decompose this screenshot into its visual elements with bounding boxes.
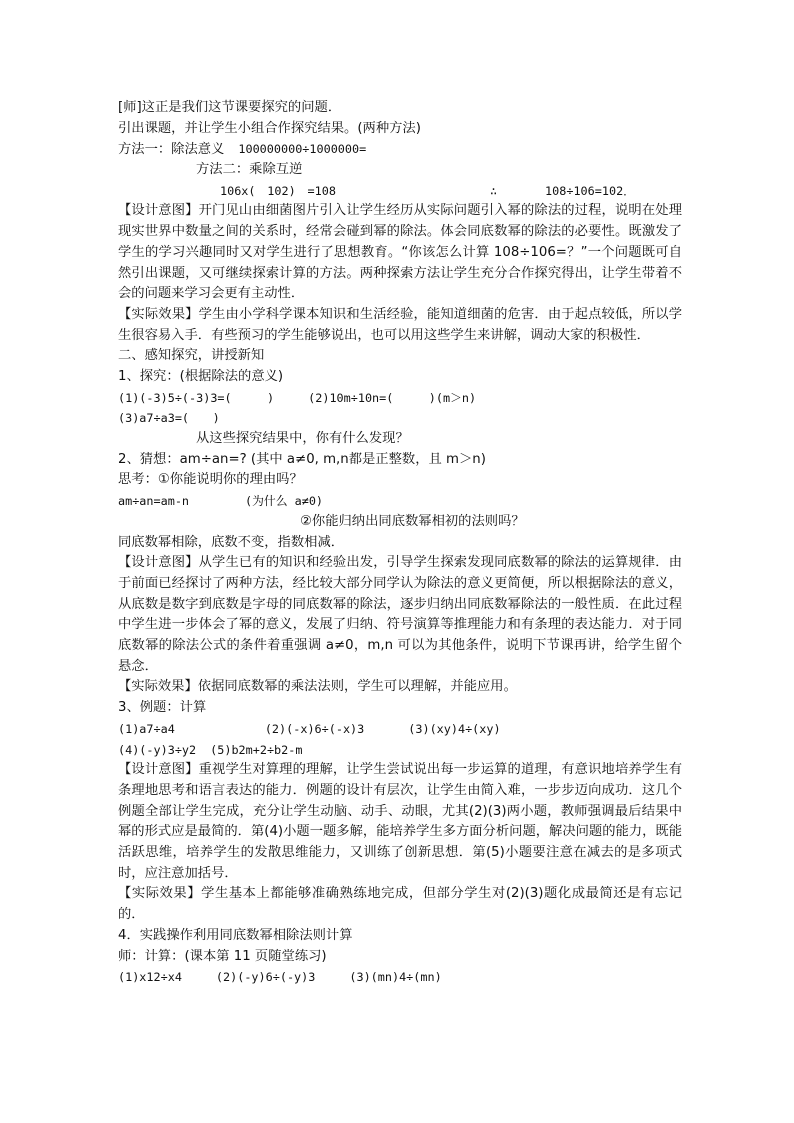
formula: (为什么 a≠0): [245, 494, 324, 509]
formula: (1)x12÷x4: [118, 970, 182, 985]
text-line: 1、探究：(根据除法的意义): [118, 369, 284, 385]
example-line: [118, 740, 682, 761]
therefore-symbol: ∴: [489, 183, 498, 198]
practice-line: [118, 967, 682, 988]
exercise-line: [118, 388, 682, 409]
formula: 100000000÷1000000=: [238, 142, 367, 157]
text-line: 引出课题，并让学生小组合作探究结果。(两种方法): [118, 120, 421, 136]
formula: (5)b2m+2÷b2-m: [210, 742, 303, 757]
section-heading: 4．实践操作利用同底数幂相除法则计算: [118, 927, 353, 943]
text-line: 3、例题：计算: [118, 700, 207, 716]
text-line: 师：计算：(课本第 11 页随堂练习): [118, 948, 327, 964]
formula: (2)(-x)6÷(-x)3: [264, 721, 365, 736]
design-intent-paragraph: 【设计意图】开门见山由细菌图片引入让学生经历从实际问题引入幂的除法的过程，说明在处理现实世界中数量之间的关系时，经常会碰到幂的除法。体会同底数幂的除法的必要性。既激发了学生的学习兴趣同时又对学生进行了思想教育。“你该怎么计算 108÷106=？”一个问题既可自然引出课题，又可继续探索计算的方法。两种探索方法让学生充分合作探究得出，让学生带着不会的问题来学习会更有主动性．: [118, 203, 682, 302]
example-line: [118, 719, 682, 740]
formula: (1)a7÷a4: [118, 721, 175, 736]
method-one-line: [118, 139, 682, 160]
formula: 106x( 102) =108: [220, 183, 336, 198]
actual-effect-line: 【实际效果】依据同底数幂的乘法法则，学生可以理解，并能应用。: [118, 679, 517, 695]
actual-effect-paragraph: 【实际效果】学生由小学科学课本知识和生活经验，能知道细菌的危害．由于起点较低，所以学生很容易入手．有些预习的学生能够说出，也可以用这些学生来讲解，调动大家的积极性．: [118, 306, 682, 343]
formula: 108÷106=102．: [545, 183, 635, 198]
text-line: 从这些探究结果中，你有什么发现？: [196, 431, 409, 447]
design-intent-paragraph: 【设计意图】从学生已有的知识和经验出发，引导学生探索发现同底数幂的除法的运算规律．由于前面已经探讨了两种方法，经比较大部分同学认为除法的意义更简便，所以根据除法的意义，从底数是数字到底数是字母的同底数幂的除法，逐步归纳出同底数幂除法的一般性质．在此过程中学生进一步体会了幂的意义，发展了归纳、符号演算等推理能力和有条理的表达能力．对于同底数幂的除法公式的条件着重强调 a≠0，m,n 可以为其他条件，说明下节课再讲，给学生留个悬念．: [118, 555, 682, 674]
text-line: ②你能归纳出同底数幂相初的法则吗？: [300, 513, 525, 529]
formula: (3)a7÷a3=( ): [118, 411, 220, 426]
formula: (1)(-3)5÷(-3)3=( ): [118, 390, 275, 405]
section-heading: 二、感知探究，讲授新知: [118, 348, 265, 364]
formula: (3)(xy)4÷(xy): [408, 721, 501, 736]
text-line: 方法二：乘除互逆: [196, 162, 303, 178]
formula: (2)10m÷10n=( )(m＞n): [308, 390, 477, 405]
method-two-formula-line: [118, 181, 682, 202]
formula: (2)(-y)6÷(-y)3: [215, 970, 316, 985]
text-line: 2、猜想：am÷an=? (其中 a≠0, m,n都是正整数，且 m＞n): [118, 451, 486, 467]
design-intent-paragraph: 【设计意图】重视学生对算理的理解，让学生尝试说出每一步运算的道理，有意识地培养学生有条理地思考和语言表达的能力．例题的设计有层次，让学生由简入难，一步步迈向成功．这几个例题全部让学生完成，充分让学生动脑、动手、动眼，尤其(2)(3)两小题，教师强调最后结果中幂的形式应是最简的．第(4)小题一题多解，能培养学生多方面分析问题，解决问题的能力，既能活跃思维，培养学生的发散思维能力，又训练了创新思想．第(5)小题要注意在减去的是多项式时，应注意加括号．: [118, 762, 683, 881]
document-page: [118, 98, 682, 988]
text-line: 方法一：除法意义: [118, 142, 225, 158]
text-line: 同底数幂相除，底数不变，指数相减．: [118, 534, 345, 550]
actual-effect-paragraph: 【实际效果】学生基本上都能够准确熟练地完成，但部分学生对(2)(3)题化成最简还是有忘记的．: [118, 886, 682, 923]
text-line: [师]这正是我们这节课要探究的问题．: [118, 100, 342, 115]
formula-line: [118, 491, 682, 512]
formula: (3)(mn)4÷(mn): [349, 970, 442, 985]
text-line: 思考：①你能说明你的理由吗？: [118, 472, 303, 488]
formula: am÷an=am-n: [118, 494, 190, 509]
formula: (4)(-y)3÷y2: [118, 742, 197, 757]
